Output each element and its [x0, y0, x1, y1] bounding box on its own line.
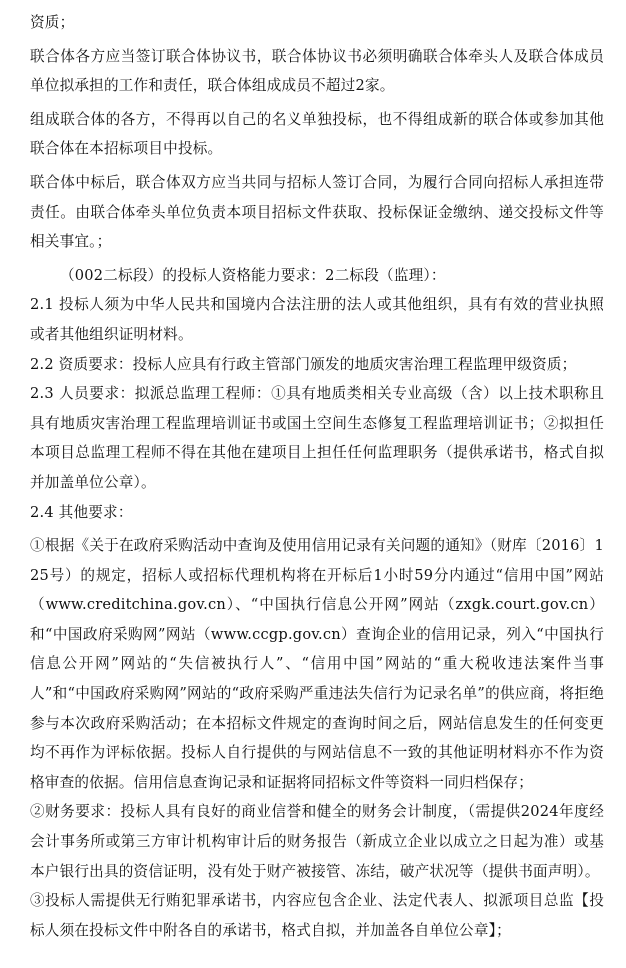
paragraph-consortium-liability: 联合体中标后，联合体双方应当共同与招标人签订合同，为履行合同向招标人承担连带责任。由联合体牵头单位负责本项目招标文件获取、投标保证金缴纳、递交投标文件等相关事宜。；	[30, 173, 604, 251]
paragraph-qualification-end: 资质；	[30, 14, 75, 31]
paragraph-lot2-heading: （002二标段）的投标人资格能力要求：2二标段（监理）：	[60, 266, 446, 284]
paragraph-2-4-other: 2.4 其他要求：	[30, 503, 133, 521]
paragraph-financial-requirement: ②财务要求：投标人具有良好的商业信誉和健全的财务会计制度，（需提供2024年度经会计事务所或第三方审计机构审计后的财务报告（新成立企业以成立之日起为准）或基本户银行出具的资信证明，没有处于财产被接管、冻结，破产状况等（提供书面声明）。	[30, 803, 604, 880]
paragraph-consortium-agreement: 联合体各方应当签订联合体协议书，联合体协议书必须明确联合体牵头人及联合体成员单位拟承担的工作和责任，联合体组成成员不超过2家。	[30, 47, 604, 95]
paragraph-consortium-restriction: 组成联合体的各方，不得再以自己的名义单独投标，也不得组成新的联合体或参加其他联合体在本招标项目中投标。	[30, 110, 604, 158]
paragraph-2-1-legal-entity: 2.1 投标人须为中华人民共和国境内合法注册的法人或其他组织，具有有效的营业执照或者其他组织证明材料。	[30, 296, 604, 343]
paragraph-2-3-personnel: 2.3 人员要求：拟派总监理工程师：①具有地质类相关专业高级（含）以上技术职称且具有地质灾害治理工程监理培训证书或国土空间生态修复工程监理培训证书；②拟担任本项目总监理工程师不得在其他在建项目上担任任何监理职务（提供承诺书，格式自拟并加盖单位公章）。	[30, 385, 604, 491]
paragraph-credit-record: ①根据《关于在政府采购活动中查询及使用信用记录有关问题的通知》（财库〔2016〕125号）的规定，招标人或招标代理机构将在开标后1小时59分内通过“信用中国”网站（www.creditchina.gov.cn）、“中国执行信息公开网”网站（zxgk.court.gov.cn）和“中国政府采购网”网站（www.ccgp.gov.cn）查询企业的信用记录，列入“中国执行信息公开网”网站的“失信被执行人”、“信用中国”网站的“重大税收违法案件当事人”和“中国政府采购网”网站的“政府采购严重违法失信行为记录名单”的供应商，将拒绝参与本次政府采购活动；在本招标文件规定的查询时间之后，网站信息发生的任何变更均不再作为评标依据。投标人自行提供的与网站信息不一致的其他证明材料亦不作为资格审查的依据。信用信息查询记录和证据将同招标文件等资料一同归档保存；	[30, 537, 604, 791]
paragraph-2-2-qualification: 2.2 资质要求：投标人应具有行政主管部门颁发的地质灾害治理工程监理甲级资质；	[30, 355, 577, 373]
paragraph-no-bribery-commitment: ③投标人需提供无行贿犯罪承诺书，内容应包含企业、法定代表人、拟派项目总监【投标人须在投标文件中附各自的承诺书，格式自拟，并加盖各自单位公章】；	[30, 892, 604, 939]
